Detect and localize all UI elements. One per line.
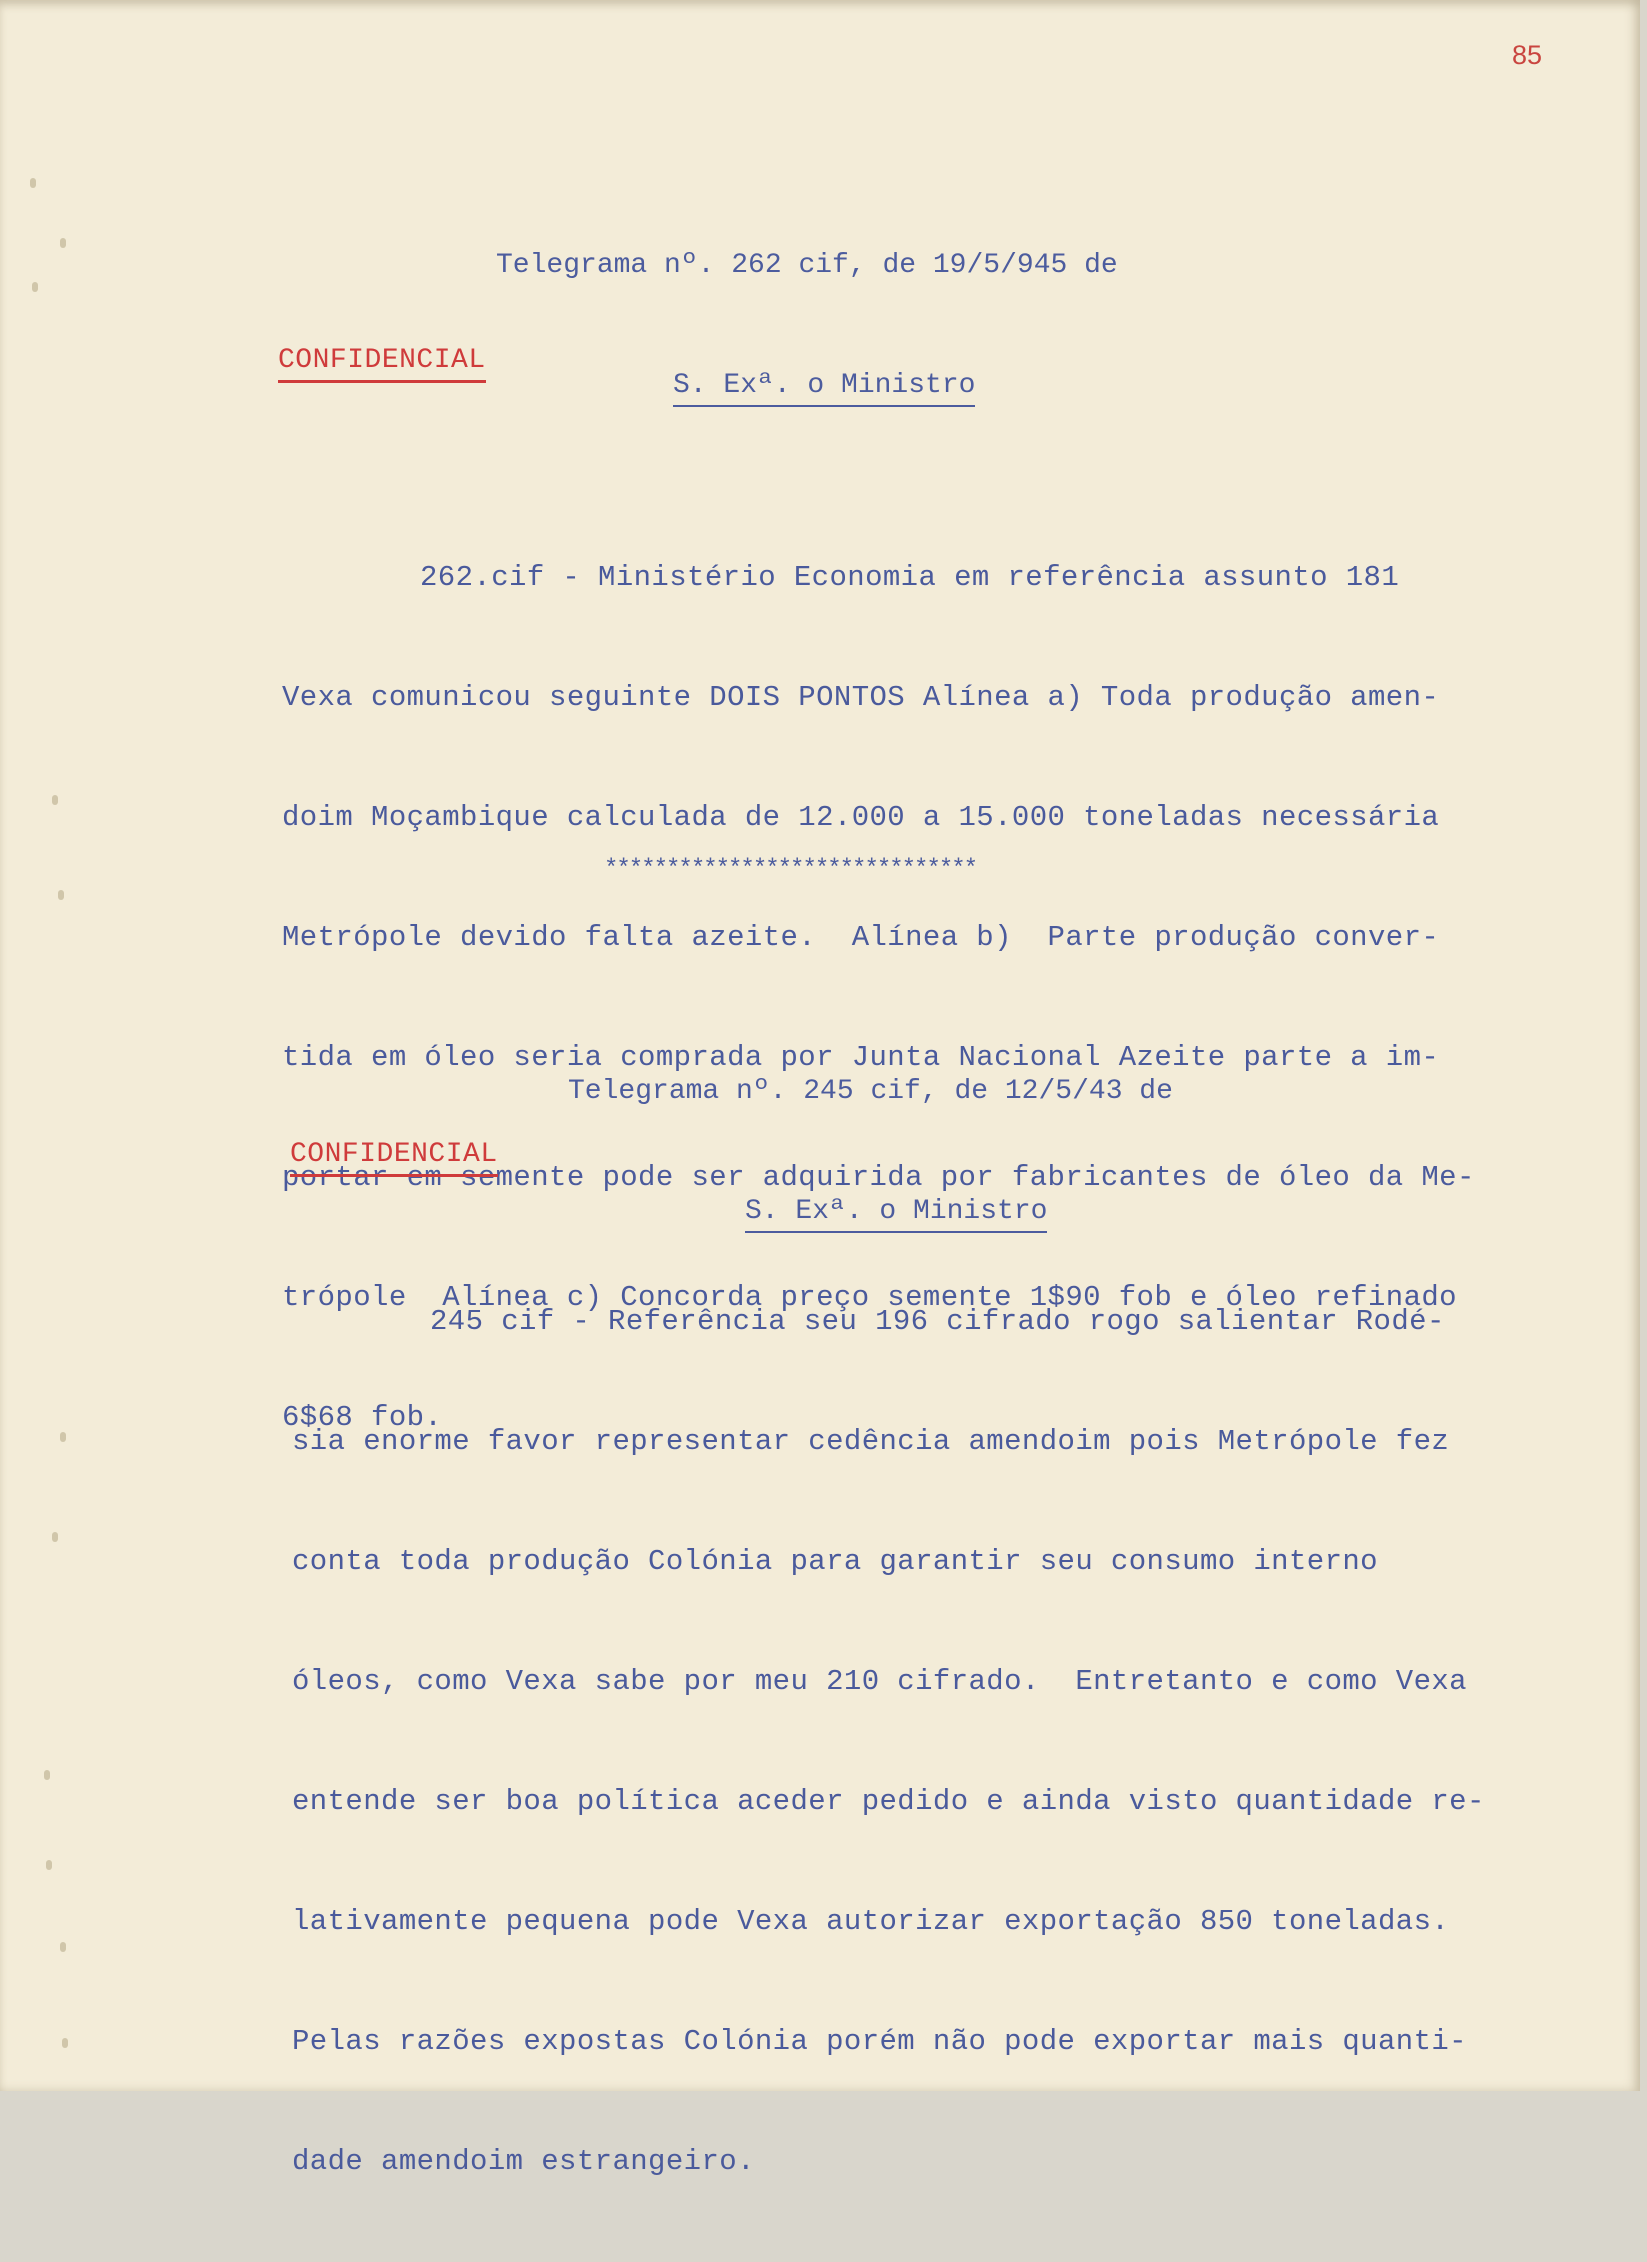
confidential-label-1: CONFIDENCIAL [278, 344, 486, 383]
body-line: óleos, como Vexa sabe por meu 210 cifrado. Entretanto e como Vexa [292, 1665, 1467, 1698]
telegram-title: Telegrama nº. 245 cif, de 12/5/43 de [568, 1076, 1173, 1107]
telegram-header-1 [496, 166, 1118, 487]
telegram-title: Telegrama nº. 262 cif, de 19/5/945 de [496, 250, 1118, 281]
body-line: Metrópole devido falta azeite. Alínea b) Parte produção conver- [282, 921, 1440, 954]
body-line: Pelas razões expostas Colónia porém não pode exportar mais quanti- [292, 2025, 1467, 2058]
body-line: Vexa comunicou seguinte DOIS PONTOS Alínea a) Toda produção amen- [282, 681, 1440, 714]
binding-mark [30, 178, 36, 188]
telegram-sender: S. Exª. o Ministro [745, 1195, 1047, 1233]
binding-mark [52, 795, 58, 805]
binding-mark [60, 1432, 66, 1442]
body-line: 6$68 fob. [282, 1401, 443, 1434]
body-line: sia enorme favor representar cedência amendoim pois Metrópole fez [292, 1425, 1450, 1458]
body-line: 262.cif - Ministério Economia em referência assunto 181 [420, 561, 1400, 594]
body-line: 245 cif - Referência seu 196 cifrado rogo salientar Rodé- [430, 1305, 1445, 1338]
body-line: portar em semente pode ser adquirida por fabricantes de óleo da Me- [282, 1161, 1475, 1194]
telegram-sender: S. Exª. o Ministro [673, 369, 975, 407]
binding-mark [60, 1942, 66, 1952]
body-line: dade amendoim estrangeiro. [292, 2145, 755, 2178]
body-line: lativamente pequena pode Vexa autorizar exportação 850 toneladas. [292, 1905, 1450, 1938]
binding-mark [58, 890, 64, 900]
binding-mark [62, 2038, 68, 2048]
body-line: conta toda produção Colónia para garantir seu consumo interno [292, 1545, 1378, 1578]
body-line: entende ser boa política aceder pedido e ainda visto quantidade re- [292, 1785, 1485, 1818]
binding-mark [46, 1860, 52, 1870]
binding-mark [60, 238, 66, 248]
binding-mark [32, 282, 38, 292]
binding-mark [44, 1770, 50, 1780]
page-number: 85 [1512, 40, 1543, 70]
confidential-label-2: CONFIDENCIAL [290, 1138, 498, 1177]
body-line: doim Moçambique calculada de 12.000 a 15.000 toneladas necessária [282, 801, 1440, 834]
binding-mark [52, 1532, 58, 1542]
telegram-body-2 [292, 1222, 1485, 2262]
body-line: trópole Alínea c) Concorda preço semente 1$90 fob e óleo refinado [282, 1281, 1457, 1314]
body-line: tida em óleo seria comprada por Junta Nacional Azeite parte a im- [282, 1041, 1440, 1074]
separator-line: ****************************** [604, 856, 977, 883]
